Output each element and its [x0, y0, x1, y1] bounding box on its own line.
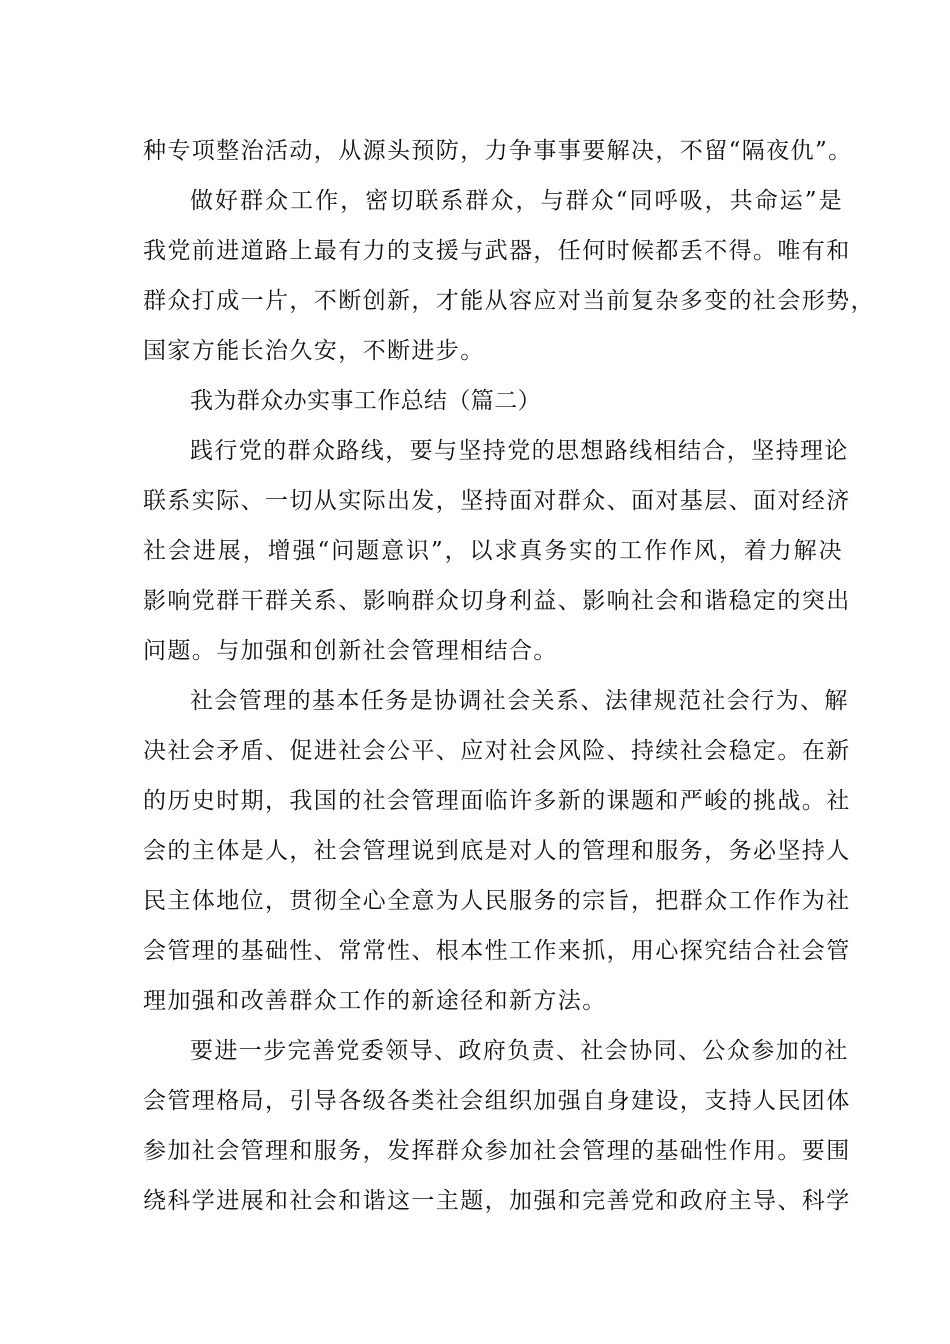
text-line-14: 的历史时期，我国的社会管理面临许多新的课题和严峻的挑战。社	[143, 788, 851, 814]
text-line-1: 种专项整治活动，从源头预防，力争事事要解决，不留“隔夜仇”。	[143, 138, 853, 164]
text-line-13: 决社会矛盾、促进社会公平、应对社会风险、持续社会稳定。在新	[143, 738, 851, 764]
text-line-11: 问题。与加强和创新社会管理相结合。	[143, 638, 558, 664]
text-line-2: 做好群众工作，密切联系群众，与群众“同呼吸，共命运”是	[190, 188, 843, 214]
text-line-4: 群众打成一片，不断创新，才能从容应对当前复杂多变的社会形势，	[143, 288, 875, 314]
text-line-7: 践行党的群众路线，要与坚持党的思想路线相结合，坚持理论	[190, 438, 849, 464]
text-line-20: 会管理格局，引导各级各类社会组织加强自身建设，支持人民团体	[143, 1088, 851, 1114]
text-line-19: 要进一步完善党委领导、政府负责、社会协同、公众参加的社	[190, 1038, 849, 1064]
text-line-22: 绕科学进展和社会和谐这一主题，加强和完善党和政府主导、科学	[143, 1188, 851, 1214]
text-line-15: 会的主体是人，社会管理说到底是对人的管理和服务，务必坚持人	[143, 838, 851, 864]
text-line-8: 联系实际、一切从实际出发，坚持面对群众、面对基层、面对经济	[143, 488, 851, 514]
text-line-17: 会管理的基础性、常常性、根本性工作来抓，用心探究结合社会管	[143, 938, 851, 964]
text-line-18: 理加强和改善群众工作的新途径和新方法。	[143, 988, 607, 1014]
text-line-21: 参加社会管理和服务，发挥群众参加社会管理的基础性作用。要围	[143, 1138, 851, 1164]
text-line-12: 社会管理的基本任务是协调社会关系、法律规范社会行为、解	[190, 688, 849, 714]
text-line-3: 我党前进道路上最有力的支援与武器，任何时候都丢不得。唯有和	[143, 238, 851, 264]
text-line-10: 影响党群干群关系、影响群众切身利益、影响社会和谐稳定的突出	[143, 588, 851, 614]
text-line-16: 民主体地位，贯彻全心全意为人民服务的宗旨，把群众工作作为社	[143, 888, 851, 914]
text-line-5: 国家方能长治久安，不断进步。	[143, 338, 485, 364]
section-heading: 我为群众办实事工作总结（篇二）	[190, 388, 541, 414]
text-line-9: 社会进展，增强“问题意识”，以求真务实的工作作风，着力解决	[143, 538, 843, 564]
